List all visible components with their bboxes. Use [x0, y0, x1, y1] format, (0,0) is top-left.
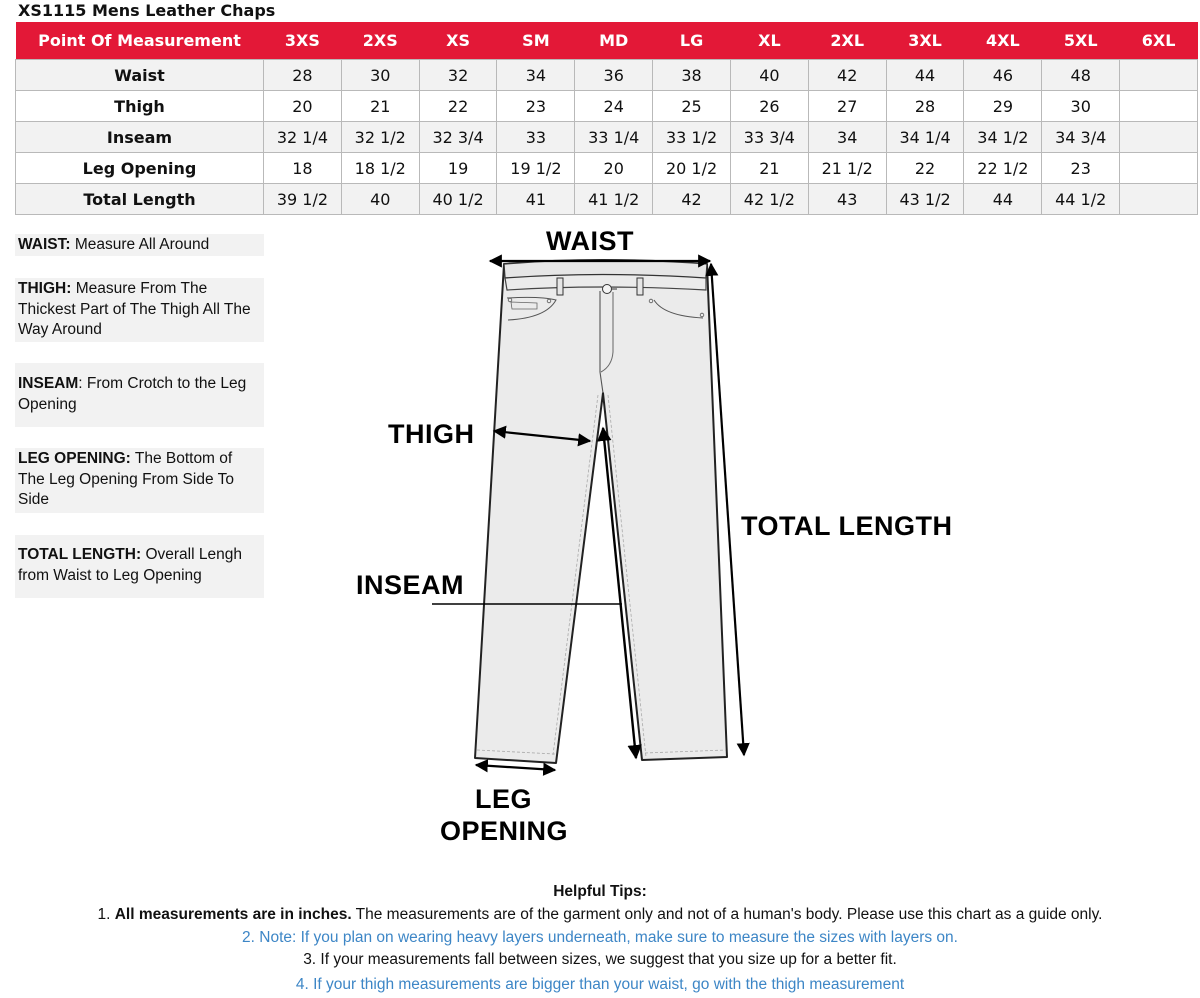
table-cell: 20 [575, 153, 653, 184]
table-cell: 28 [264, 60, 342, 91]
table-cell: 32 1/4 [264, 122, 342, 153]
table-cell: 25 [653, 91, 731, 122]
helpful-tips [0, 880, 1200, 996]
size-chart-table [15, 22, 1198, 215]
header-size-3xs: 3XS [264, 22, 342, 60]
table-cell: 34 1/2 [964, 122, 1042, 153]
table-cell: 44 [964, 184, 1042, 215]
definition-text: Measure From The Thickest Part of The Thigh All The Way Around [18, 280, 251, 338]
header-size-6xl: 6XL [1120, 22, 1198, 60]
table-cell: 30 [341, 60, 419, 91]
table-cell: 40 1/2 [419, 184, 497, 215]
table-cell: 21 [341, 91, 419, 122]
table-cell: 40 [730, 60, 808, 91]
header-size-md: MD [575, 22, 653, 60]
page-title: XS1115 Mens Leather Chaps [18, 1, 276, 20]
table-row-inseam [16, 122, 1198, 153]
table-cell: 30 [1042, 91, 1120, 122]
table-cell: 21 [730, 153, 808, 184]
definition-term: INSEAM [18, 375, 79, 392]
table-cell [1120, 153, 1198, 184]
header-size-xl: XL [730, 22, 808, 60]
table-cell: 40 [341, 184, 419, 215]
definition-inseam [15, 363, 264, 427]
table-cell: 18 [264, 153, 342, 184]
header-size-4xl: 4XL [964, 22, 1042, 60]
tip-4: 4. If your thigh measurements are bigger than your waist, go with the thigh measurement [295, 975, 905, 993]
definition-waist [15, 234, 264, 256]
table-cell: 32 [419, 60, 497, 91]
table-cell: 43 [808, 184, 886, 215]
row-label: Thigh [16, 91, 264, 122]
header-size-3xl: 3XL [886, 22, 964, 60]
table-cell: 44 [886, 60, 964, 91]
tip-1-prefix: 1. [97, 906, 115, 923]
definition-text: Measure All Around [70, 236, 210, 253]
table-cell: 33 3/4 [730, 122, 808, 153]
definition-text: Overall Lengh from Waist to Leg Opening [18, 546, 242, 584]
header-point-of-measurement: Point Of Measurement [16, 22, 264, 60]
definition-leg-opening [15, 448, 264, 513]
table-cell [1120, 184, 1198, 215]
table-cell [1120, 91, 1198, 122]
table-cell: 24 [575, 91, 653, 122]
table-cell: 33 [497, 122, 575, 153]
table-cell: 20 1/2 [653, 153, 731, 184]
table-row-thigh [16, 91, 1198, 122]
definition-term: WAIST: [18, 236, 71, 253]
header-size-sm: SM [497, 22, 575, 60]
table-cell: 34 [497, 60, 575, 91]
table-cell: 41 [497, 184, 575, 215]
table-cell: 34 1/4 [886, 122, 964, 153]
header-size-5xl: 5XL [1042, 22, 1120, 60]
table-cell [1120, 122, 1198, 153]
table-row-leg-opening [16, 153, 1198, 184]
definition-term: THIGH: [18, 280, 72, 297]
pants-diagram [340, 220, 1000, 860]
header-size-xs: XS [419, 22, 497, 60]
tips-heading: Helpful Tips: [553, 883, 647, 900]
total-length-diagram-label: TOTAL LENGTH [741, 511, 953, 541]
definition-term: LEG OPENING: [18, 450, 131, 467]
definition-text: The Bottom of The Leg Opening From Side To Side [18, 450, 234, 508]
table-cell: 43 1/2 [886, 184, 964, 215]
leg-opening-diagram-label-line2: OPENING [440, 816, 569, 846]
table-cell: 23 [1042, 153, 1120, 184]
table-cell: 23 [497, 91, 575, 122]
tip-1-bold: All measurements are in inches. [114, 906, 352, 923]
table-cell: 36 [575, 60, 653, 91]
table-cell: 42 1/2 [730, 184, 808, 215]
table-header-row [16, 22, 1198, 60]
definition-thigh [15, 278, 264, 342]
table-row-waist [16, 60, 1198, 91]
table-cell: 42 [808, 60, 886, 91]
table-cell: 34 3/4 [1042, 122, 1120, 153]
waist-diagram-label: WAIST [546, 226, 634, 256]
table-cell: 41 1/2 [575, 184, 653, 215]
table-cell: 27 [808, 91, 886, 122]
table-cell: 39 1/2 [264, 184, 342, 215]
table-cell [1120, 60, 1198, 91]
header-size-lg: LG [653, 22, 731, 60]
table-cell: 22 1/2 [964, 153, 1042, 184]
table-row-total-length [16, 184, 1198, 215]
leg-opening-diagram-label-line1: LEG [475, 784, 533, 814]
row-label: Leg Opening [16, 153, 264, 184]
table-cell: 46 [964, 60, 1042, 91]
definition-total-length [15, 535, 264, 598]
table-cell: 20 [264, 91, 342, 122]
thigh-diagram-label: THIGH [388, 419, 475, 449]
table-cell: 32 1/2 [341, 122, 419, 153]
table-cell: 26 [730, 91, 808, 122]
table-cell: 34 [808, 122, 886, 153]
table-cell: 28 [886, 91, 964, 122]
row-label: Waist [16, 60, 264, 91]
table-cell: 19 [419, 153, 497, 184]
row-label: Inseam [16, 122, 264, 153]
table-cell: 38 [653, 60, 731, 91]
table-cell: 33 1/4 [575, 122, 653, 153]
definition-term: TOTAL LENGTH: [18, 546, 142, 563]
row-label: Total Length [16, 184, 264, 215]
table-cell: 22 [886, 153, 964, 184]
table-cell: 48 [1042, 60, 1120, 91]
table-cell: 33 1/2 [653, 122, 731, 153]
table-cell: 32 3/4 [419, 122, 497, 153]
definition-text: : From Crotch to the Leg Opening [18, 375, 247, 413]
tip-2: 2. Note: If you plan on wearing heavy layers underneath, make sure to measure the sizes with layers on. [242, 928, 958, 946]
tip-1-rest: The measurements are of the garment only and not of a human's body. Please use this chart as a guide only. [351, 906, 1103, 923]
table-cell: 22 [419, 91, 497, 122]
table-cell: 18 1/2 [341, 153, 419, 184]
header-size-2xs: 2XS [341, 22, 419, 60]
table-cell: 21 1/2 [808, 153, 886, 184]
table-cell: 29 [964, 91, 1042, 122]
table-cell: 42 [653, 184, 731, 215]
tip-1 [0, 904, 1200, 927]
table-cell: 19 1/2 [497, 153, 575, 184]
table-cell: 44 1/2 [1042, 184, 1120, 215]
header-size-2xl: 2XL [808, 22, 886, 60]
tip-3: 3. If your measurements fall between sizes, we suggest that you size up for a better fit. [303, 951, 897, 968]
inseam-diagram-label: INSEAM [356, 570, 465, 600]
